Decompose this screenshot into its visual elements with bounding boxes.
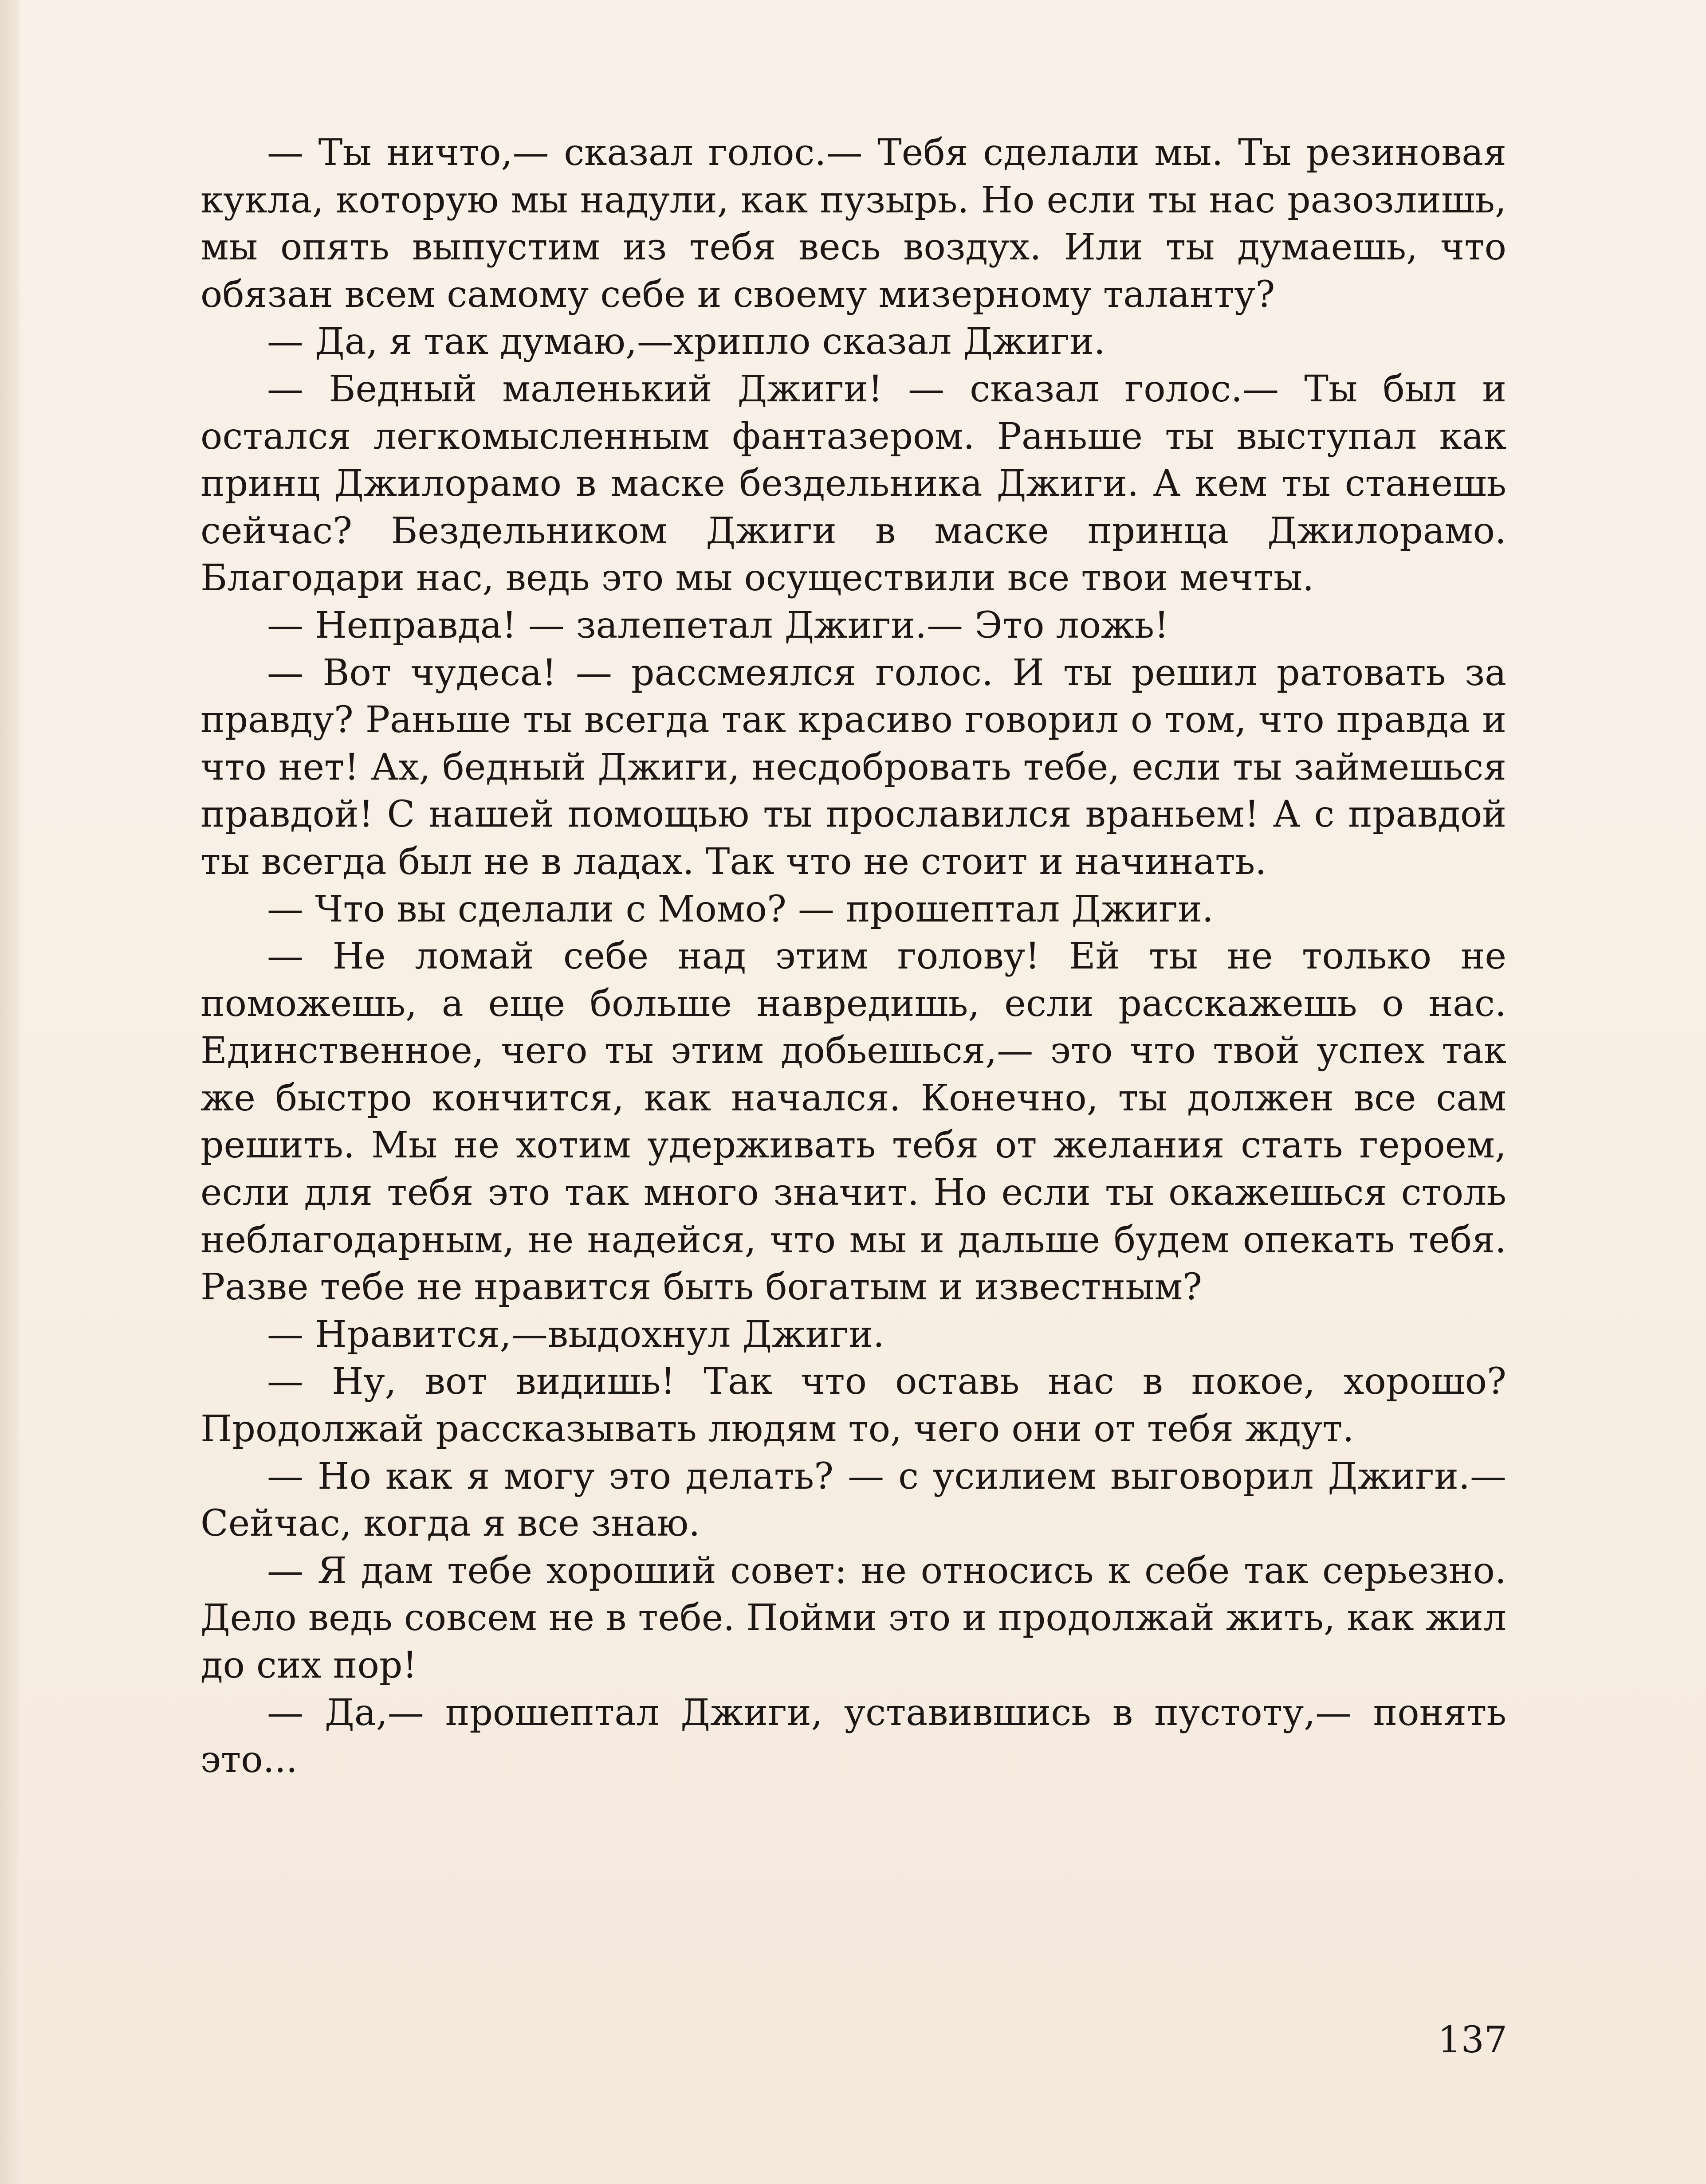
paragraph: — Что вы сделали с Момо? — прошептал Джиги. xyxy=(267,888,1214,930)
paragraph: — Неправда! — залепетал Джиги.— Это ложь! xyxy=(267,604,1169,647)
paragraph: — Да, я так думаю,—хрипло сказал Джиги. xyxy=(267,321,1105,363)
paragraph: — Не ломай себе над этим голову! Ей ты не только не поможешь, а еще больше навредишь, если расскажешь о нас. Единственное, чего ты этим добьешься,— это что твой успех так же быстро кончится, как начался. Конечно, ты должен все сам решить. Мы не хотим удерживать тебя от желания стать героем, если для тебя это так много значит. Но если ты окажешься столь неблагодарным, не надейся, что мы и дальше будем опекать тебя. Разве тебе не нравится быть богатым и известным? xyxy=(200,935,1506,1309)
paragraph: — Вот чудеса! — рассмеялся голос. И ты решил ратовать за правду? Раньше ты всегда так красиво говорил о том, что правда и что нет! Ах, бедный Джиги, несдобровать тебе, если ты займешься правдой! С нашей помощью ты прославился враньем! А с правдой ты всегда был не в ладах. Так что не стоит и начинать. xyxy=(200,651,1506,883)
page-edge xyxy=(0,0,20,2184)
paragraph: — Я дам тебе хороший совет: не относись к себе так серьезно. Дело ведь совсем не в тебе. Пойми это и продолжай жить, как жил до сих пор! xyxy=(200,1549,1506,1686)
paragraph: — Ну, вот видишь! Так что оставь нас в покое, хорошо? Продолжай рассказывать людям то, чего они от тебя ждут. xyxy=(200,1361,1506,1451)
paragraph: — Нравится,—выдохнул Джиги. xyxy=(267,1313,884,1356)
paragraph: — Да,— прошептал Джиги, уставившись в пустоту,— понять это... xyxy=(200,1691,1506,1781)
paragraph: — Бедный маленький Джиги! — сказал голос.— Ты был и остался легкомысленным фантазером. Раньше ты выступал как принц Джилорамо в маске бездельника Джиги. А кем ты станешь сейчас? Бездельником Джиги в маске принца Джилорамо. Благодари нас, ведь это мы осуществили все твои мечты. xyxy=(200,368,1506,600)
paragraph: — Но как я могу это делать? — с усилием выговорил Джиги.— Сейчас, когда я все знаю. xyxy=(200,1455,1506,1545)
page-number: 137 xyxy=(1438,2019,1507,2061)
body-text xyxy=(200,129,1506,1784)
paragraph: — Ты ничто,— сказал голос.— Тебя сделали мы. Ты резиновая кукла, которую мы надули, как пузырь. Но если ты нас разозлишь, мы опять выпустим из тебя весь воздух. Или ты думаешь, что обязан всем самому себе и своему мизерному таланту? xyxy=(200,132,1506,316)
